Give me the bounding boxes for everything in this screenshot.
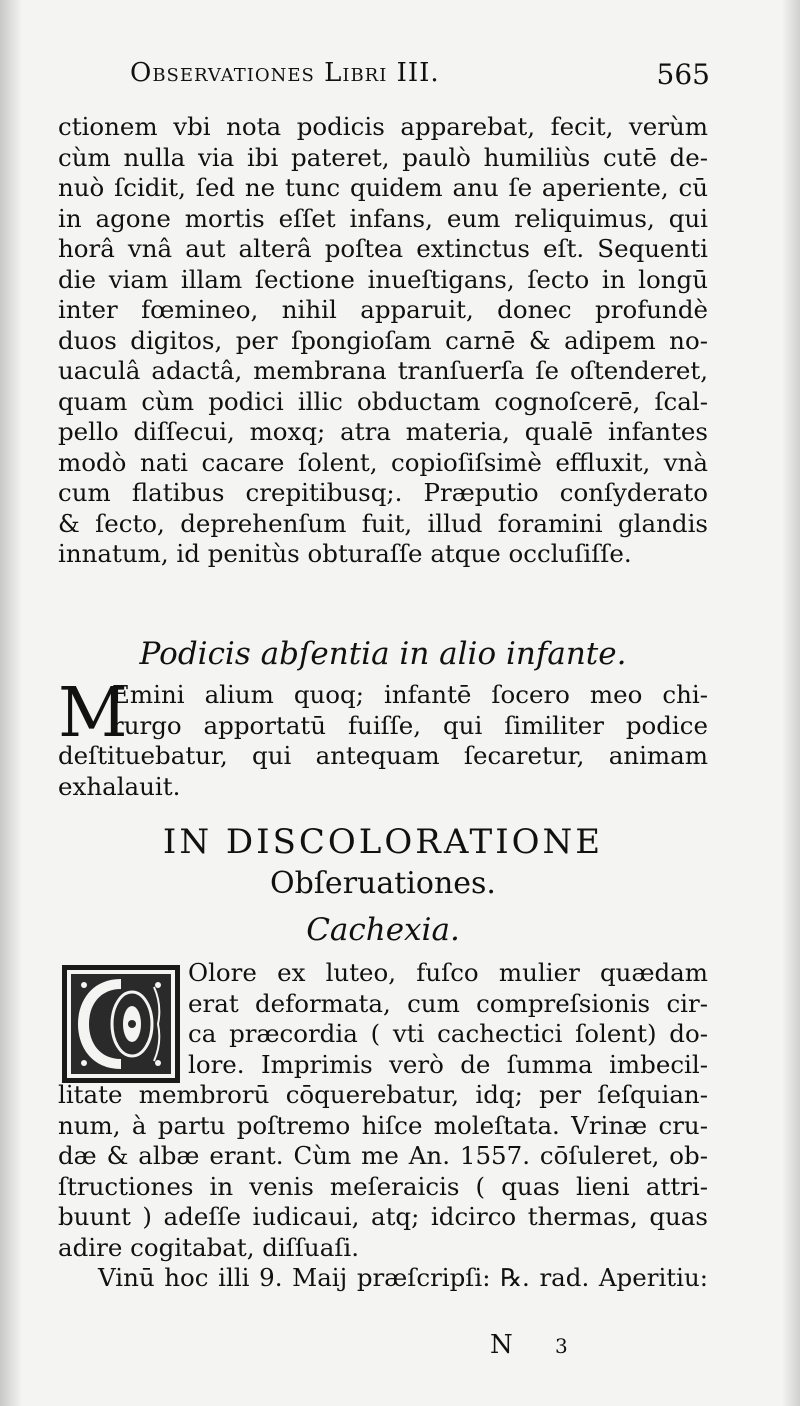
catchword: 3 [555,1334,568,1358]
text-line: adire cogitabat, diſſuaſi. [58,1232,360,1262]
text-line: in agone mortis eſſet infans, eum reliquimus, qui [58,203,708,233]
section-title: IN DISCOLORATIONE [162,822,604,862]
text-line: pello diſſecui, moxq; atra materia, qualē infantes [58,417,708,446]
text-line: Emini alium quoq; infantē ſocero meo chi- [112,680,708,709]
text-line: die viam illam ſectione inueſtigans, ſecto in longū [58,264,708,294]
text-line: ca præcordia ( vti cachectici ſolent) do- [188,1019,708,1048]
page-footer [490,1330,568,1360]
paragraph-continued [58,112,708,570]
page-number: 565 [656,58,710,91]
text-line: ſtructiones in venis meſeraicis ( quas lieni attri- [58,1171,708,1201]
text-line: horâ vnâ aut alterâ poſtea extinctus eſt. Sequenti [58,234,708,263]
paragraph-first-lines [112,680,708,741]
text-line: erat deformata, cum compreſsionis cir- [188,988,708,1018]
ornament-icon [62,965,180,1083]
text-line: exhalauit. [58,771,181,801]
text-line: cùm nulla via ibi pateret, paulò humiliùs cutē de- [58,142,708,172]
text-line: buunt ) adeſſe iudicaui, atq; idcirco thermas, quas [58,1202,708,1231]
text-line: rurgo apportatū fuiſſe, qui ſimiliter podice [112,710,708,740]
paragraph-remaining-lines [58,1080,708,1294]
text-line: num, à partu poſtremo hiſce moleſtata. Vrinæ cru- [58,1110,708,1140]
page-edge-shadow-right [782,0,800,1406]
running-head: Observationes Libri III. [130,58,440,88]
text-line: modò nati cacare ſolent, copioſiſsimè effluxit, vnà [58,447,708,477]
text-line: nuò ſcidit, ſed ne tunc quidem anu ſe aperiente, cū [58,173,708,202]
section-subtitle: Obſeruationes. [270,866,496,901]
text-line: uaculâ adactâ, membrana tranſuerſa ſe oſtenderet, [58,356,708,385]
text-line: inter fœmineo, nihil apparuit, donec profundè [58,295,708,324]
paragraph-remaining-lines [58,741,708,802]
text-line: litate membrorū cōquerebatur, idq; per ſeſquian- [58,1080,708,1109]
text-line: deſtituebatur, qui antequam ſecaretur, animam [58,741,708,770]
page-header [130,58,710,98]
drop-cap-m: M [58,674,128,753]
text-line: innatum, id penitùs obturaſſe atque occluſiſſe. [58,539,632,568]
text-line: lore. Imprimis verò de ſumma imbecil- [188,1049,708,1079]
observation-heading: Podicis abſentia in alio infante. [139,636,627,672]
text-line: duos digitos, per ſpongioſam carnē & adipem no- [58,325,708,355]
page-edge-shadow-left [0,0,22,1406]
text-line: dæ & albæ erant. Cùm me An. 1557. cōſuleret, ob- [58,1141,708,1170]
observation-heading: Cachexia. [306,912,460,948]
text-line: Olore ex luteo, fuſco mulier quædam [188,958,708,987]
paragraph-first-lines [188,958,708,1080]
ornamental-drop-cap-c [62,965,180,1083]
text-line: cum flatibus crepitibusq;. Præputio conſyderato [58,478,708,507]
text-line: & ſecto, deprehenſum fuit, illud foramini glandis [58,508,708,538]
text-line: quam cùm podici illic obductam cognoſcerē, ſcal- [58,386,708,416]
text-line: ctionem vbi nota podicis apparebat, fecit, verùm [58,112,708,141]
signature-mark: N [490,1330,513,1360]
text-line: Vinū hoc illi 9. Maij præſcripſi: ℞. rad. Aperitiu: [98,1263,708,1292]
